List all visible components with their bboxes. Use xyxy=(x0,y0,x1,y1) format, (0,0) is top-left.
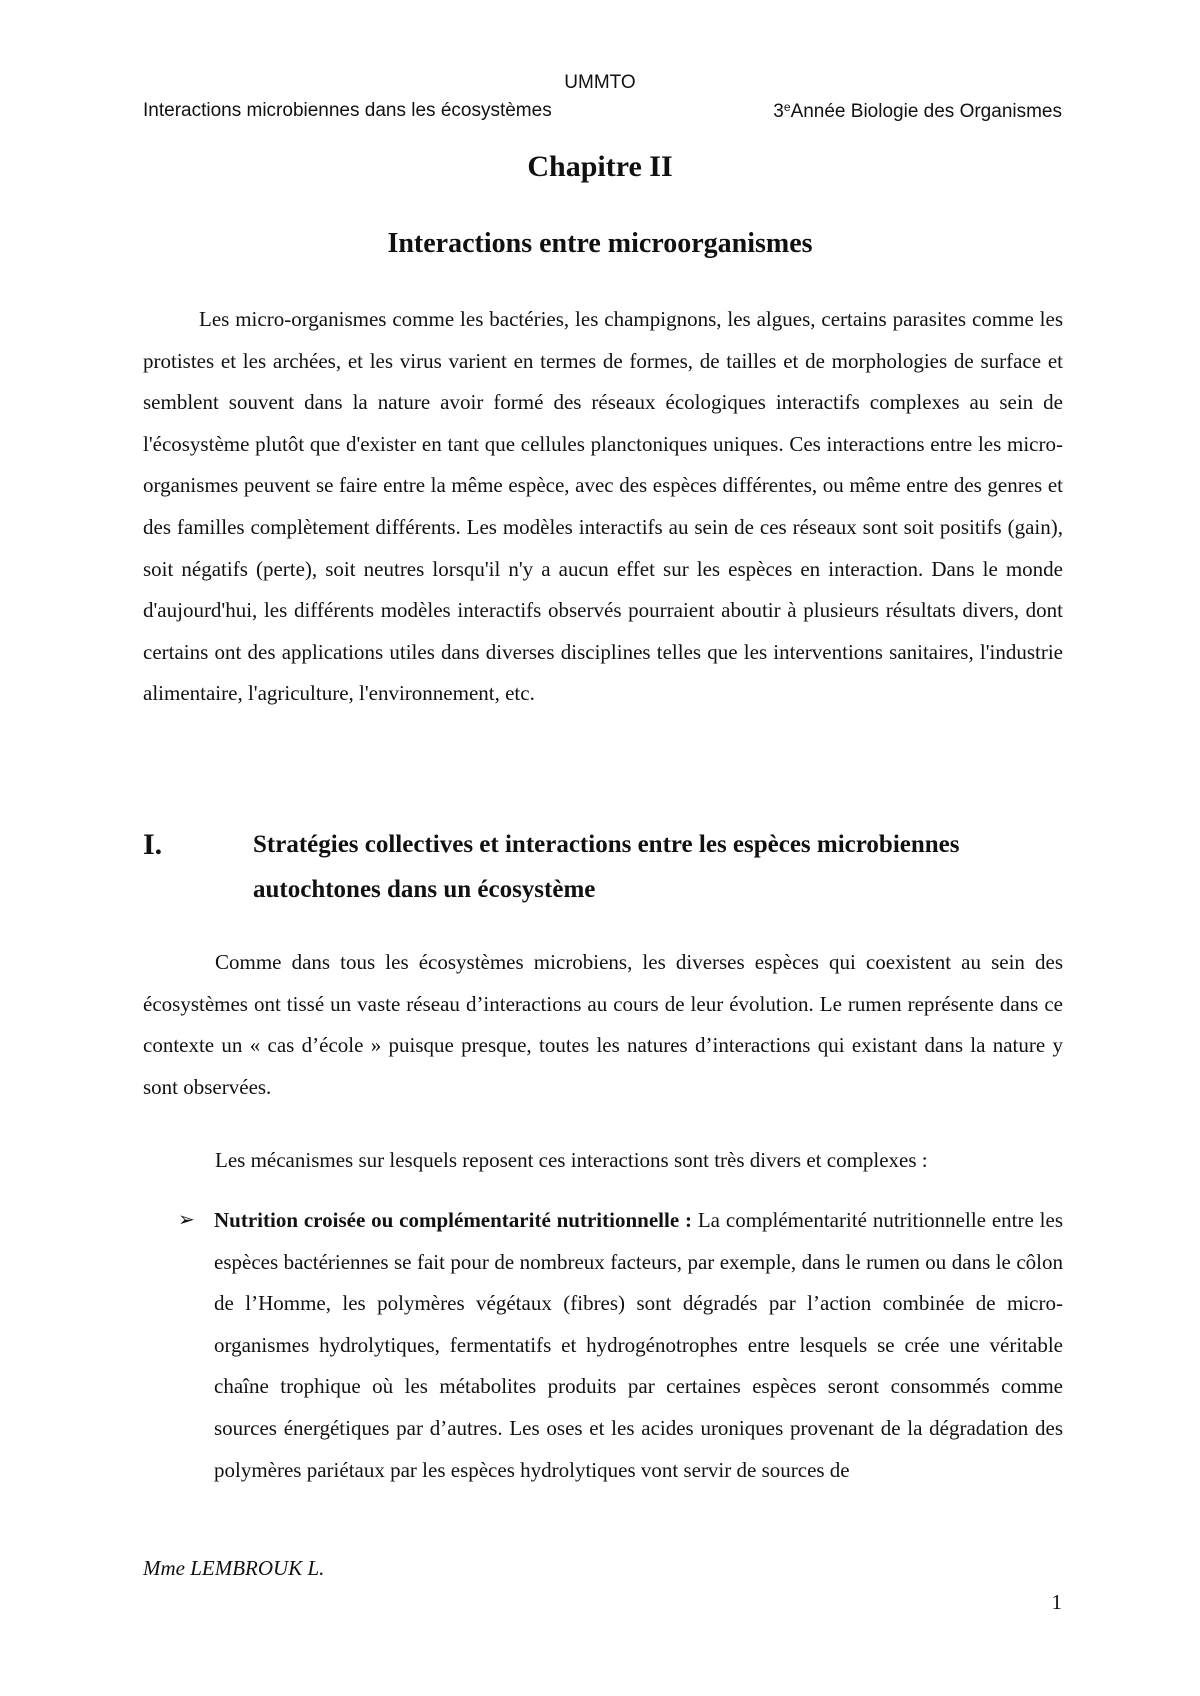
chapter-title: Interactions entre microorganismes xyxy=(387,228,813,259)
section-intro-paragraph: Comme dans tous les écosystèmes microbiens, les diverses espèces qui coexistent au sein des écosystèmes ont tissé un vaste réseau d’interactions au cours de leur évolution. Le rumen représente dans ce contexte un « cas d’école » puisque presque, toutes les natures d’interactions qui existant dans la nature y sont observées. xyxy=(143,950,1063,1099)
arrow-bullet-icon: ➢ xyxy=(178,1209,195,1231)
header-course: Interactions microbiennes dans les écosystèmes xyxy=(143,100,552,121)
section-heading xyxy=(143,822,1063,912)
mechanisms-paragraph: Les mécanismes sur lesquels reposent ces interactions sont très divers et complexes : xyxy=(215,1148,928,1172)
section-title: Stratégies collectives et interactions entre les espèces microbiennes autochtones dans un écosystème xyxy=(253,831,960,903)
header-year-suffix: e xyxy=(783,100,791,114)
page-number: 1 xyxy=(1051,1590,1062,1614)
header-program-text: Année Biologie des Organismes xyxy=(790,101,1062,122)
footer-author: Mme LEMBROUK L. xyxy=(143,1556,325,1580)
section-number: I. xyxy=(143,828,163,861)
bullet-item xyxy=(178,1200,1063,1491)
intro-paragraph: Les micro-organismes comme les bactéries, les champignons, les algues, certains parasites comme les protistes et les archées, et les virus varient en termes de formes, de tailles et de morphologies de surface et semblent souvent dans la nature avoir formé des réseaux écologiques interactifs complexes au sein de l'écosystème plutôt que d'exister en tant que cellules planctoniques uniques. Ces interactions entre les micro-organismes peuvent se faire entre la même espèce, avec des espèces différentes, ou même entre des genres et des familles complètement différents. Les modèles interactifs au sein de ces réseaux sont soit positifs (gain), soit négatifs (perte), soit neutres lorsqu'il n'y a aucun effet sur les espèces en interaction. Dans le monde d'aujourd'hui, les différents modèles interactifs observés pourraient aboutir à plusieurs résultats divers, dont certains ont des applications utiles dans diverses disciplines telles que les interventions sanitaires, l'industrie alimentaire, l'agriculture, l'environnement, etc. xyxy=(143,307,1063,706)
header-program xyxy=(773,100,1062,123)
bullet-content xyxy=(214,1200,1063,1491)
header-institution: UMMTO xyxy=(564,72,636,93)
chapter-label: Chapitre II xyxy=(527,150,673,183)
bullet-text: La complémentarité nutritionnelle entre les espèces bactériennes se fait pour de nombreux facteurs, par exemple, dans le rumen ou dans le côlon de l’Homme, les polymères végétaux (fibres) sont dégradés par l’action combinée de micro-organismes hydrolytiques, fermentatifs et hydrogénotrophes entre lesquels se crée une véritable chaîne trophique où les métabolites produits par certaines espèces seront consommés comme sources énergétiques par d’autres. Les oses et les acides uroniques provenant de la dégradation des polymères pariétaux par les espèces hydrolytiques vont servir de sources de xyxy=(214,1208,1063,1482)
bullet-term: Nutrition croisée ou complémentarité nutritionnelle : xyxy=(214,1208,692,1232)
header-year-number: 3 xyxy=(773,101,784,122)
